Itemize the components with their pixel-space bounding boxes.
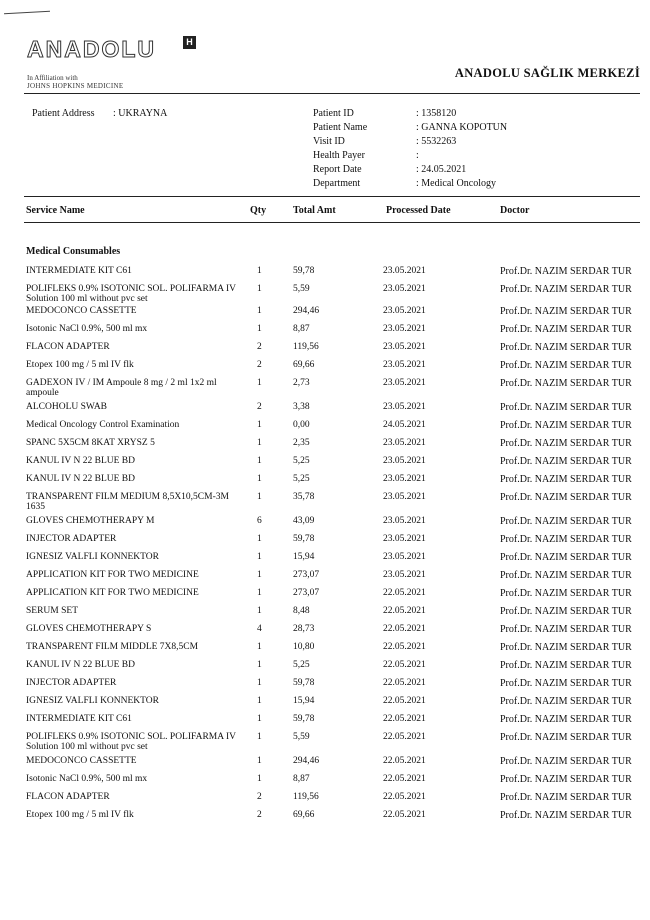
- doctor-cell: Prof.Dr. NAZIM SERDAR TUR: [500, 792, 632, 803]
- service-name-cell: MEDOCONCO CASSETTE: [26, 306, 137, 316]
- qty-cell: 2: [257, 792, 262, 802]
- doctor-cell: Prof.Dr. NAZIM SERDAR TUR: [500, 732, 632, 743]
- date-cell: 22.05.2021: [383, 810, 426, 820]
- table-row: [0, 714, 650, 730]
- service-name-cell: INTERMEDIATE KIT C61: [26, 266, 132, 276]
- amount-cell: 294,46: [293, 306, 320, 316]
- service-name-cell: TRANSPARENT FILM MIDDLE 7X8,5CM: [26, 642, 199, 652]
- col-header-doctor: Doctor: [500, 205, 530, 216]
- table-row: [0, 360, 650, 376]
- amount-cell: 15,94: [293, 696, 315, 706]
- amount-cell: 28,73: [293, 624, 315, 634]
- doctor-cell: Prof.Dr. NAZIM SERDAR TUR: [500, 660, 632, 671]
- service-name-cell: FLACON ADAPTER: [26, 792, 110, 802]
- date-cell: 23.05.2021: [383, 516, 426, 526]
- logo-wordmark: ANADOLU: [27, 36, 156, 62]
- service-name-cell: SPANC 5X5CM 8KAT XRYSZ 5: [26, 438, 155, 448]
- amount-cell: 59,78: [293, 714, 315, 724]
- amount-cell: 119,56: [293, 792, 319, 802]
- date-cell: 22.05.2021: [383, 696, 426, 706]
- patient-info-value: :: [416, 150, 419, 161]
- affiliation-line-2: JOHNS HOPKINS MEDICINE: [27, 82, 124, 90]
- date-cell: 22.05.2021: [383, 660, 426, 670]
- table-row: [0, 774, 650, 790]
- date-cell: 23.05.2021: [383, 342, 426, 352]
- service-name-cell: TRANSPARENT FILM MEDIUM 8,5X10,5CM-3M 1635: [26, 492, 229, 512]
- service-name-cell: MEDOCONCO CASSETTE: [26, 756, 137, 766]
- qty-cell: 1: [257, 420, 262, 430]
- doctor-cell: Prof.Dr. NAZIM SERDAR TUR: [500, 624, 632, 635]
- qty-cell: 1: [257, 552, 262, 562]
- date-cell: 23.05.2021: [383, 284, 426, 294]
- table-row: [0, 284, 650, 304]
- table-row: [0, 588, 650, 604]
- doctor-cell: Prof.Dr. NAZIM SERDAR TUR: [500, 266, 632, 277]
- amount-cell: 2,35: [293, 438, 310, 448]
- service-name-cell: SERUM SET: [26, 606, 78, 616]
- table-row: [0, 696, 650, 712]
- qty-cell: 1: [257, 696, 262, 706]
- doctor-cell: Prof.Dr. NAZIM SERDAR TUR: [500, 456, 632, 467]
- service-name-cell: Etopex 100 mg / 5 ml IV flk: [26, 360, 134, 370]
- patient-info-value-text: 1358120: [421, 108, 457, 119]
- amount-cell: 59,78: [293, 678, 315, 688]
- patient-address-label: Patient Address: [32, 108, 95, 119]
- amount-cell: 5,25: [293, 456, 310, 466]
- service-name-cell: INTERMEDIATE KIT C61: [26, 714, 132, 724]
- date-cell: 23.05.2021: [383, 552, 426, 562]
- qty-cell: 1: [257, 284, 262, 294]
- doctor-cell: Prof.Dr. NAZIM SERDAR TUR: [500, 552, 632, 563]
- doctor-cell: Prof.Dr. NAZIM SERDAR TUR: [500, 696, 632, 707]
- doctor-cell: Prof.Dr. NAZIM SERDAR TUR: [500, 678, 632, 689]
- amount-cell: 8,87: [293, 324, 310, 334]
- patient-address-value: : UKRAYNA: [113, 108, 168, 119]
- table-row: [0, 438, 650, 454]
- date-cell: 22.05.2021: [383, 606, 426, 616]
- doctor-cell: Prof.Dr. NAZIM SERDAR TUR: [500, 378, 632, 389]
- affiliation-line-1: In Affiliation with: [27, 74, 78, 82]
- patient-info-value-text: 24.05.2021: [421, 164, 467, 175]
- amount-cell: 59,78: [293, 534, 315, 544]
- patient-info-label: Report Date: [313, 164, 362, 175]
- service-name-cell: APPLICATION KIT FOR TWO MEDICINE: [26, 588, 199, 598]
- scan-mark: [4, 11, 50, 14]
- doctor-cell: Prof.Dr. NAZIM SERDAR TUR: [500, 342, 632, 353]
- date-cell: 22.05.2021: [383, 588, 426, 598]
- amount-cell: 119,56: [293, 342, 319, 352]
- patient-info-value: : 24.05.2021: [416, 164, 467, 175]
- patient-info-label: Patient Name: [313, 122, 368, 133]
- date-cell: 22.05.2021: [383, 732, 426, 742]
- amount-cell: 0,00: [293, 420, 310, 430]
- amount-cell: 273,07: [293, 588, 320, 598]
- table-row: [0, 660, 650, 676]
- qty-cell: 1: [257, 474, 262, 484]
- amount-cell: 35,78: [293, 492, 315, 502]
- date-cell: 22.05.2021: [383, 792, 426, 802]
- amount-cell: 5,25: [293, 660, 310, 670]
- qty-cell: 1: [257, 534, 262, 544]
- service-name-cell: Medical Oncology Control Examination: [26, 420, 180, 430]
- patient-info-value: : 1358120: [416, 108, 457, 119]
- table-row: [0, 266, 650, 282]
- service-name-cell: APPLICATION KIT FOR TWO MEDICINE: [26, 570, 199, 580]
- service-name-cell: FLACON ADAPTER: [26, 342, 110, 352]
- qty-cell: 1: [257, 774, 262, 784]
- table-row: [0, 642, 650, 658]
- table-row: [0, 342, 650, 358]
- doctor-cell: Prof.Dr. NAZIM SERDAR TUR: [500, 284, 632, 295]
- date-cell: 22.05.2021: [383, 642, 426, 652]
- amount-cell: 8,48: [293, 606, 310, 616]
- patient-info-value: : Medical Oncology: [416, 178, 496, 189]
- table-row: [0, 534, 650, 550]
- table-row: [0, 570, 650, 586]
- doctor-cell: Prof.Dr. NAZIM SERDAR TUR: [500, 534, 632, 545]
- qty-cell: 6: [257, 516, 262, 526]
- doctor-cell: Prof.Dr. NAZIM SERDAR TUR: [500, 642, 632, 653]
- table-row: [0, 552, 650, 568]
- patient-info-value-text: GANNA KOPOTUN: [421, 122, 508, 133]
- table-row: [0, 516, 650, 532]
- col-header-amount: Total Amt: [293, 205, 336, 216]
- date-cell: 23.05.2021: [383, 570, 426, 580]
- qty-cell: 2: [257, 342, 262, 352]
- service-name-cell: POLIFLEKS 0.9% ISOTONIC SOL. POLIFARMA IV Solution 100 ml without pvc set: [26, 732, 236, 752]
- table-row: [0, 402, 650, 418]
- amount-cell: 43,09: [293, 516, 315, 526]
- service-name-cell: KANUL IV N 22 BLUE BD: [26, 660, 135, 670]
- doctor-cell: Prof.Dr. NAZIM SERDAR TUR: [500, 570, 632, 581]
- table-row: [0, 474, 650, 490]
- table-row: [0, 756, 650, 772]
- service-name-cell: KANUL IV N 22 BLUE BD: [26, 456, 135, 466]
- patient-info-value: : GANNA KOPOTUN: [416, 122, 508, 133]
- date-cell: 23.05.2021: [383, 266, 426, 276]
- table-row: [0, 420, 650, 436]
- doctor-cell: Prof.Dr. NAZIM SERDAR TUR: [500, 324, 632, 335]
- patient-info-label: Visit ID: [313, 136, 345, 147]
- amount-cell: 2,73: [293, 378, 310, 388]
- doctor-cell: Prof.Dr. NAZIM SERDAR TUR: [500, 438, 632, 449]
- anadolu-logo: [27, 36, 193, 63]
- date-cell: 24.05.2021: [383, 420, 426, 430]
- doctor-cell: Prof.Dr. NAZIM SERDAR TUR: [500, 588, 632, 599]
- service-name-cell: INJECTOR ADAPTER: [26, 534, 117, 544]
- header-divider: [24, 93, 640, 94]
- doctor-cell: Prof.Dr. NAZIM SERDAR TUR: [500, 714, 632, 725]
- service-name-cell: GADEXON IV / IM Ampoule 8 mg / 2 ml 1x2 ml ampoule: [26, 378, 217, 398]
- table-row: [0, 456, 650, 472]
- table-row: [0, 306, 650, 322]
- service-name-cell: IGNESIZ VALFLI KONNEKTOR: [26, 552, 159, 562]
- doctor-cell: Prof.Dr. NAZIM SERDAR TUR: [500, 810, 632, 821]
- table-row: [0, 378, 650, 398]
- service-name-cell: INJECTOR ADAPTER: [26, 678, 117, 688]
- date-cell: 22.05.2021: [383, 774, 426, 784]
- doctor-cell: Prof.Dr. NAZIM SERDAR TUR: [500, 606, 632, 617]
- doctor-cell: Prof.Dr. NAZIM SERDAR TUR: [500, 306, 632, 317]
- qty-cell: 1: [257, 588, 262, 598]
- table-row: [0, 810, 650, 826]
- patient-info-value-text: 5532263: [421, 136, 457, 147]
- service-name-cell: GLOVES CHEMOTHERAPY S: [26, 624, 152, 634]
- amount-cell: 8,87: [293, 774, 310, 784]
- date-cell: 23.05.2021: [383, 492, 426, 502]
- doctor-cell: Prof.Dr. NAZIM SERDAR TUR: [500, 774, 632, 785]
- col-header-date: Processed Date: [386, 205, 451, 216]
- hospital-name: ANADOLU SAĞLIK MERKEZİ: [454, 66, 640, 80]
- qty-cell: 1: [257, 642, 262, 652]
- service-name-cell: POLIFLEKS 0.9% ISOTONIC SOL. POLIFARMA IV Solution 100 ml without pvc set: [26, 284, 236, 304]
- doctor-cell: Prof.Dr. NAZIM SERDAR TUR: [500, 402, 632, 413]
- qty-cell: 1: [257, 492, 262, 502]
- qty-cell: 2: [257, 360, 262, 370]
- patient-address-text: UKRAYNA: [118, 108, 168, 119]
- date-cell: 23.05.2021: [383, 402, 426, 412]
- table-top-divider: [24, 196, 640, 197]
- date-cell: 23.05.2021: [383, 474, 426, 484]
- table-row: [0, 324, 650, 340]
- qty-cell: 1: [257, 570, 262, 580]
- qty-cell: 2: [257, 810, 262, 820]
- table-row: [0, 678, 650, 694]
- date-cell: 23.05.2021: [383, 324, 426, 334]
- amount-cell: 69,66: [293, 810, 315, 820]
- qty-cell: 1: [257, 306, 262, 316]
- col-header-service: Service Name: [26, 205, 85, 216]
- date-cell: 22.05.2021: [383, 678, 426, 688]
- doctor-cell: Prof.Dr. NAZIM SERDAR TUR: [500, 516, 632, 527]
- doctor-cell: Prof.Dr. NAZIM SERDAR TUR: [500, 420, 632, 431]
- service-name-cell: Etopex 100 mg / 5 ml IV flk: [26, 810, 134, 820]
- qty-cell: 1: [257, 732, 262, 742]
- service-name-cell: Isotonic NaCl 0.9%, 500 ml mx: [26, 324, 148, 334]
- amount-cell: 5,59: [293, 732, 310, 742]
- qty-cell: 2: [257, 402, 262, 412]
- qty-cell: 1: [257, 756, 262, 766]
- table-row: [0, 732, 650, 752]
- date-cell: 23.05.2021: [383, 456, 426, 466]
- qty-cell: 1: [257, 606, 262, 616]
- amount-cell: 69,66: [293, 360, 315, 370]
- section-title: Medical Consumables: [26, 246, 121, 257]
- service-name-cell: Isotonic NaCl 0.9%, 500 ml mx: [26, 774, 148, 784]
- date-cell: 22.05.2021: [383, 714, 426, 724]
- patient-info-value-text: Medical Oncology: [421, 178, 496, 189]
- date-cell: 23.05.2021: [383, 534, 426, 544]
- qty-cell: 1: [257, 660, 262, 670]
- qty-cell: 4: [257, 624, 262, 634]
- date-cell: 22.05.2021: [383, 624, 426, 634]
- amount-cell: 5,59: [293, 284, 310, 294]
- service-name-cell: ALCOHOLU SWAB: [26, 402, 108, 412]
- service-name-cell: KANUL IV N 22 BLUE BD: [26, 474, 135, 484]
- amount-cell: 5,25: [293, 474, 310, 484]
- amount-cell: 10,80: [293, 642, 315, 652]
- patient-info-label: Department: [313, 178, 361, 189]
- col-header-qty: Qty: [250, 205, 267, 216]
- table-row: [0, 606, 650, 622]
- doctor-cell: Prof.Dr. NAZIM SERDAR TUR: [500, 474, 632, 485]
- qty-cell: 1: [257, 378, 262, 388]
- qty-cell: 1: [257, 678, 262, 688]
- date-cell: 23.05.2021: [383, 438, 426, 448]
- qty-cell: 1: [257, 266, 262, 276]
- table-row: [0, 624, 650, 640]
- date-cell: 23.05.2021: [383, 306, 426, 316]
- patient-info-value: : 5532263: [416, 136, 457, 147]
- qty-cell: 1: [257, 438, 262, 448]
- patient-info-label: Health Payer: [313, 150, 365, 161]
- qty-cell: 1: [257, 456, 262, 466]
- date-cell: 22.05.2021: [383, 756, 426, 766]
- amount-cell: 273,07: [293, 570, 320, 580]
- qty-cell: 1: [257, 324, 262, 334]
- amount-cell: 59,78: [293, 266, 315, 276]
- doctor-cell: Prof.Dr. NAZIM SERDAR TUR: [500, 756, 632, 767]
- date-cell: 23.05.2021: [383, 378, 426, 388]
- service-name-cell: GLOVES CHEMOTHERAPY M: [26, 516, 155, 526]
- table-row: [0, 792, 650, 808]
- amount-cell: 15,94: [293, 552, 315, 562]
- table-row: [0, 492, 650, 512]
- service-name-cell: IGNESIZ VALFLI KONNEKTOR: [26, 696, 159, 706]
- table-header-divider: [24, 222, 640, 223]
- hospital-h-icon: H: [183, 36, 196, 49]
- amount-cell: 3,38: [293, 402, 310, 412]
- date-cell: 23.05.2021: [383, 360, 426, 370]
- qty-cell: 1: [257, 714, 262, 724]
- patient-info-label: Patient ID: [313, 108, 354, 119]
- amount-cell: 294,46: [293, 756, 320, 766]
- doctor-cell: Prof.Dr. NAZIM SERDAR TUR: [500, 492, 632, 503]
- doctor-cell: Prof.Dr. NAZIM SERDAR TUR: [500, 360, 632, 371]
